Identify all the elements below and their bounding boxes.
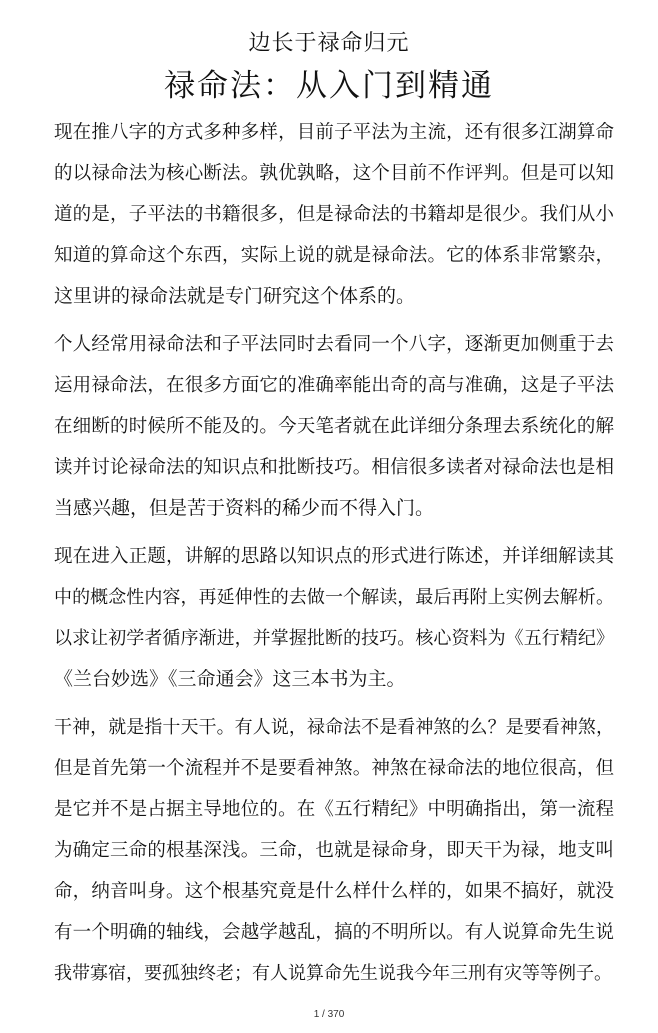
document-title: 禄命法：从入门到精通 (164, 68, 494, 104)
paragraph (54, 536, 614, 700)
text-line: 现在推八字的方式多种多样，目前子平法为主流，还有很多江湖算命 (54, 122, 614, 143)
text-line: 在细断的时候所不能及的。今天笔者就在此详细分条理去系统化的解 (54, 416, 614, 437)
text-line: 的以禄命法为核心断法。孰优孰略，这个目前不作评判。但是可以知 (54, 163, 614, 184)
text-line: 这里讲的禄命法就是专门研究这个体系的。 (54, 285, 416, 307)
text-line: 道的是，子平法的书籍很多，但是禄命法的书籍却是很少。我们从小 (54, 204, 614, 225)
text-line: 为确定三命的根基深浅。三命，也就是禄命身，即天干为禄，地支叫 (54, 840, 614, 861)
text-line: 以求让初学者循序渐进，并掌握批断的技巧。核心资料为《五行精纪》 (54, 628, 614, 649)
text-line: 当感兴趣，但是苦于资料的稀少而不得入门。 (54, 497, 435, 519)
author-heading: 边长于禄命归元 (248, 31, 410, 56)
text-line: 有一个明确的轴线，会越学越乱，搞的不明所以。有人说算命先生说 (54, 922, 614, 943)
text-line: 命，纳音叫身。这个根基究竟是什么样什么样的，如果不搞好，就没 (54, 881, 614, 902)
paragraph (54, 707, 614, 994)
page-number: 1 / 370 (313, 1009, 345, 1020)
text-line: 《兰台妙选》《三命通会》这三本书为主。 (54, 668, 406, 690)
text-line: 读并讨论禄命法的知识点和批断技巧。相信很多读者对禄命法也是相 (54, 457, 614, 478)
text-line: 运用禄命法，在很多方面它的准确率能出奇的高与准确，这是子平法 (54, 375, 614, 396)
text-line: 但是首先第一个流程并不是要看神煞。神煞在禄命法的地位很高，但 (54, 758, 614, 779)
text-line: 中的概念性内容，再延伸性的去做一个解读，最后再附上实例去解析。 (54, 587, 614, 608)
text-line: 我带寡宿，要孤独终老；有人说算命先生说我今年三刑有灾等等例子。 (54, 963, 612, 984)
document-body (54, 112, 614, 1001)
paragraph (54, 112, 614, 317)
text-line: 干神，就是指十天干。有人说，禄命法不是看神煞的么？是要看神煞， (54, 717, 614, 738)
text-line: 个人经常用禄命法和子平法同时去看同一个八字，逐渐更加侧重于去 (54, 334, 614, 355)
text-line: 是它并不是占据主导地位的。在《五行精纪》中明确指出，第一流程 (54, 799, 614, 820)
text-line: 现在进入正题，讲解的思路以知识点的形式进行陈述，并详细解读其 (54, 546, 614, 567)
text-line: 知道的算命这个东西，实际上说的就是禄命法。它的体系非常繁杂， (54, 245, 614, 266)
paragraph (54, 324, 614, 529)
